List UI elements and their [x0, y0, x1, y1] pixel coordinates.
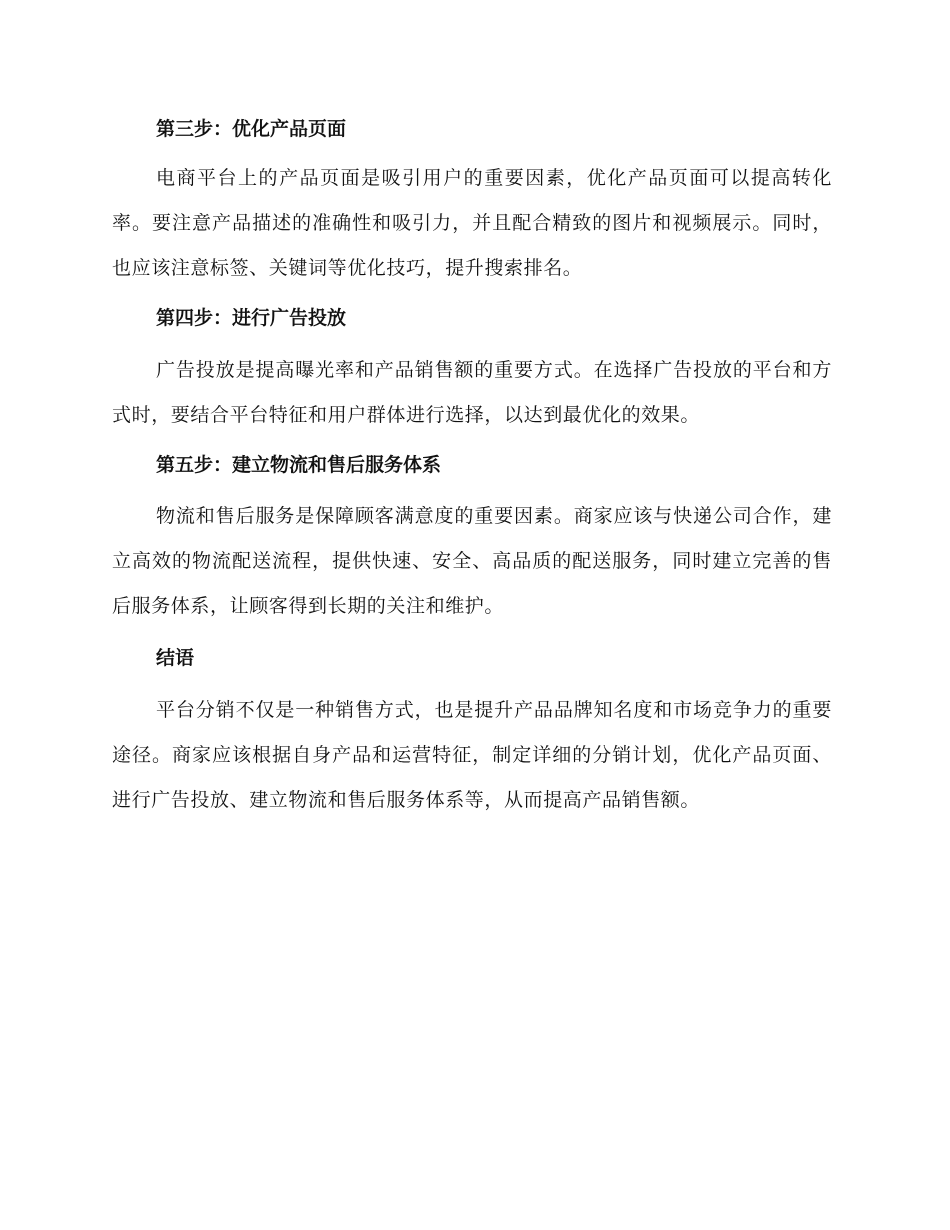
document-page — [112, 112, 832, 823]
section-heading-step-five: 第五步：建立物流和售后服务体系 — [156, 454, 442, 476]
section-heading-conclusion: 结语 — [156, 647, 195, 669]
section-paragraph-step-four: 广告投放是提高曝光率和产品销售额的重要方式。在选择广告投放的平台和方式时，要结合平台特征和用户群体进行选择，以达到最优化的效果。 — [112, 359, 832, 426]
section-paragraph-step-three: 电商平台上的产品页面是吸引用户的重要因素，优化产品页面可以提高转化率。要注意产品描述的准确性和吸引力，并且配合精致的图片和视频展示。同时，也应该注意标签、关键词等优化技巧，提升搜索排名。 — [112, 167, 832, 279]
section-paragraph-step-five: 物流和售后服务是保障顾客满意度的重要因素。商家应该与快递公司合作，建立高效的物流配送流程，提供快速、安全、高品质的配送服务，同时建立完善的售后服务体系，让顾客得到长期的关注和维护。 — [112, 505, 832, 617]
section-heading-step-four: 第四步：进行广告投放 — [156, 307, 347, 329]
section-heading-step-three: 第三步：优化产品页面 — [156, 118, 347, 140]
section-paragraph-conclusion: 平台分销不仅是一种销售方式，也是提升产品品牌知名度和市场竞争力的重要途径。商家应该根据自身产品和运营特征，制定详细的分销计划，优化产品页面、进行广告投放、建立物流和售后服务体系等，从而提高产品销售额。 — [112, 699, 832, 811]
